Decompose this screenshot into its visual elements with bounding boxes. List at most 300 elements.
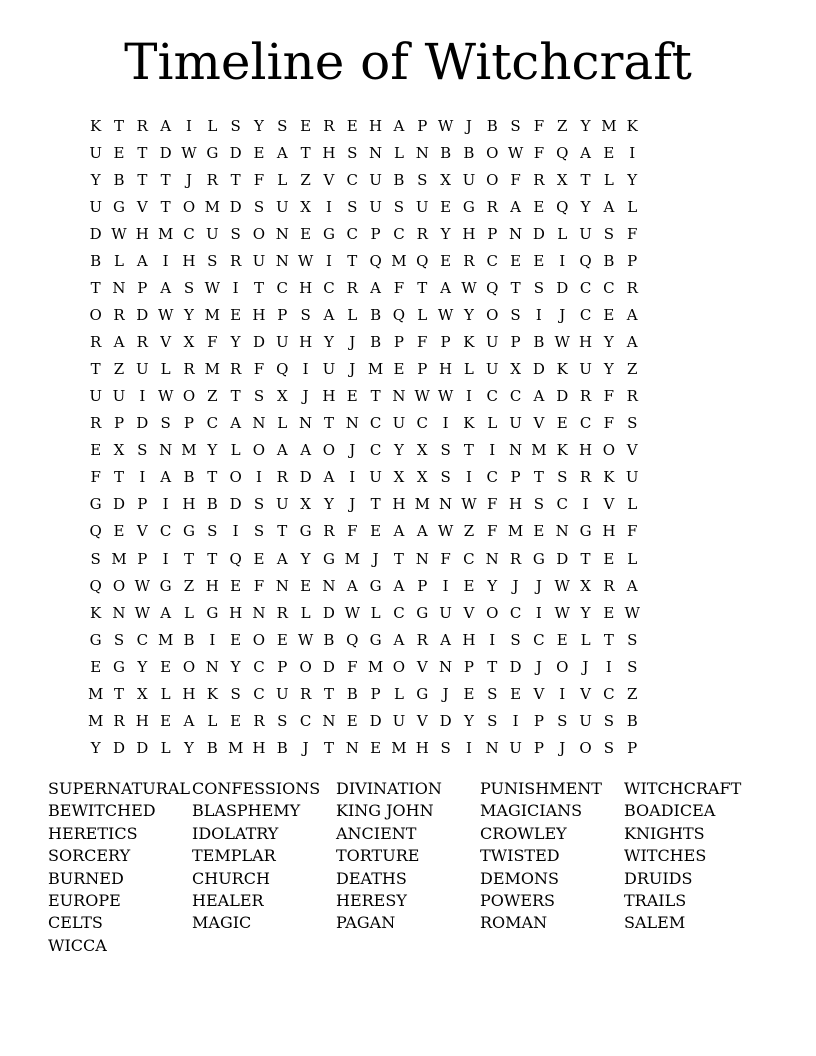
grid-letter: N xyxy=(252,603,266,622)
grid-letter: A xyxy=(393,630,405,649)
grid-letter: T xyxy=(487,657,498,676)
grid-letter: C xyxy=(323,279,335,298)
grid-letter: U xyxy=(625,468,639,487)
grid-letter: N xyxy=(485,549,499,568)
grid-letter: S xyxy=(603,225,615,244)
word-list xyxy=(48,778,768,957)
grid-letter: W xyxy=(554,333,570,352)
grid-letter: A xyxy=(370,279,382,298)
grid-letter: M xyxy=(344,549,360,568)
grid-letter: X xyxy=(580,576,591,595)
grid-letter: Q xyxy=(276,360,289,379)
grid-letter: E xyxy=(300,576,312,595)
grid-row xyxy=(84,546,644,573)
grid-row xyxy=(84,735,644,762)
grid-row xyxy=(84,600,644,627)
grid-letter: M xyxy=(87,711,104,730)
grid-letter: U xyxy=(485,360,499,379)
grid-letter: S xyxy=(510,117,521,135)
grid-letter: Y xyxy=(463,711,474,730)
grid-row xyxy=(84,194,644,221)
grid-letter: E xyxy=(230,576,242,595)
word-list-item: TRAILS xyxy=(624,890,687,910)
grid-letter: N xyxy=(322,711,336,730)
grid-letter: N xyxy=(275,252,289,271)
grid-letter: A xyxy=(393,522,405,541)
grid-letter: I xyxy=(489,630,496,649)
grid-letter: T xyxy=(113,684,124,703)
grid-letter: E xyxy=(370,522,382,541)
grid-letter: Q xyxy=(556,198,569,217)
grid-letter: G xyxy=(532,549,545,568)
grid-letter: S xyxy=(533,279,545,298)
grid-letter: I xyxy=(582,495,589,514)
grid-letter: Y xyxy=(323,495,334,514)
grid-letter: C xyxy=(533,630,545,649)
grid-letter: M xyxy=(227,738,244,757)
grid-letter: J xyxy=(302,387,309,406)
grid-letter: S xyxy=(417,171,428,190)
grid-letter: B xyxy=(276,738,288,757)
grid-letter: M xyxy=(531,441,547,460)
grid-letter: H xyxy=(462,225,476,244)
grid-letter: H xyxy=(182,495,196,514)
grid-letter: O xyxy=(112,576,126,595)
grid-letter: R xyxy=(626,387,638,406)
grid-letter: P xyxy=(440,333,451,352)
grid-letter: A xyxy=(440,279,451,298)
grid-letter: U xyxy=(89,198,102,217)
grid-letter: P xyxy=(627,738,638,757)
grid-letter: T xyxy=(90,360,101,379)
word-list-item: CONFESSIONS xyxy=(192,779,321,798)
grid-letter: S xyxy=(253,387,265,406)
grid-letter: D xyxy=(532,360,545,379)
grid-letter: Q xyxy=(556,144,569,163)
grid-letter: P xyxy=(463,657,474,676)
grid-letter: F xyxy=(603,414,615,433)
grid-letter: P xyxy=(417,360,428,379)
grid-letter: V xyxy=(533,414,545,433)
word-list-item: BLASPHEMY xyxy=(192,801,301,821)
grid-letter: P xyxy=(137,495,148,514)
grid-letter: B xyxy=(90,252,102,271)
grid-letter: S xyxy=(627,414,638,433)
grid-letter: V xyxy=(136,198,148,217)
grid-letter: Y xyxy=(323,333,334,352)
grid-letter: A xyxy=(230,414,242,433)
grid-letter: E xyxy=(393,360,405,379)
grid-letter: B xyxy=(346,684,358,703)
grid-letter: P xyxy=(417,117,428,135)
word-list-item: CROWLEY xyxy=(480,823,567,843)
grid-letter: I xyxy=(325,252,332,271)
grid-letter: O xyxy=(602,441,616,460)
grid-letter: J xyxy=(442,684,449,703)
grid-letter: U xyxy=(369,468,382,487)
grid-letter: J xyxy=(349,441,356,460)
grid-row xyxy=(84,167,644,194)
grid-letter: A xyxy=(113,333,125,352)
grid-letter: O xyxy=(252,441,266,460)
grid-letter: O xyxy=(89,306,102,325)
grid-letter: S xyxy=(300,306,311,325)
grid-letter: U xyxy=(579,225,592,244)
grid-letter: X xyxy=(136,684,148,703)
grid-letter: C xyxy=(136,630,149,649)
grid-letter: P xyxy=(370,684,381,703)
word-list-item: IDOLATRY xyxy=(192,823,279,843)
word-list-item: SORCERY xyxy=(48,846,131,866)
word-list-item: PUNISHMENT xyxy=(480,779,602,798)
grid-letter: D xyxy=(229,144,242,163)
grid-letter: B xyxy=(113,171,125,190)
grid-letter: I xyxy=(465,387,472,406)
grid-letter: R xyxy=(579,387,592,406)
grid-letter: L xyxy=(183,603,194,622)
grid-letter: T xyxy=(603,630,614,649)
grid-letter: I xyxy=(465,468,472,487)
grid-letter: H xyxy=(462,630,476,649)
grid-letter: Z xyxy=(113,360,125,379)
grid-letter: W xyxy=(507,144,524,163)
grid-letter: G xyxy=(462,198,475,217)
grid-letter: E xyxy=(533,252,545,271)
grid-letter: G xyxy=(416,684,429,703)
grid-letter: E xyxy=(556,630,568,649)
grid-letter: L xyxy=(160,684,171,703)
grid-letter: E xyxy=(463,684,475,703)
grid-letter: S xyxy=(253,198,265,217)
grid-letter: L xyxy=(207,711,218,730)
grid-letter: D xyxy=(229,198,242,217)
grid-letter: U xyxy=(275,198,289,217)
grid-row xyxy=(84,383,644,410)
grid-letter: S xyxy=(603,711,615,730)
grid-letter: I xyxy=(139,468,146,487)
grid-letter: U xyxy=(135,360,149,379)
grid-letter: R xyxy=(323,522,335,541)
grid-letter: I xyxy=(349,468,356,487)
grid-letter: F xyxy=(487,522,498,541)
grid-row xyxy=(84,627,644,654)
grid-letter: I xyxy=(512,711,519,730)
grid-letter: T xyxy=(323,738,334,757)
grid-letter: C xyxy=(369,441,382,460)
grid-letter: B xyxy=(440,144,452,163)
grid-letter: W xyxy=(624,603,640,622)
grid-letter: P xyxy=(510,468,521,487)
grid-letter: E xyxy=(603,144,615,163)
grid-letter: Q xyxy=(416,252,429,271)
grid-letter: U xyxy=(485,333,499,352)
grid-letter: R xyxy=(486,198,498,217)
grid-letter: J xyxy=(535,657,542,676)
grid-letter: C xyxy=(183,225,195,244)
grid-row xyxy=(84,356,644,383)
grid-letter: L xyxy=(114,252,124,271)
grid-letter: B xyxy=(206,738,218,757)
grid-letter: W xyxy=(297,252,314,271)
grid-letter: E xyxy=(603,603,615,622)
grid-letter: L xyxy=(207,117,218,135)
grid-letter: C xyxy=(253,657,265,676)
grid-letter: N xyxy=(415,549,429,568)
grid-letter: N xyxy=(439,657,453,676)
grid-letter: S xyxy=(230,225,241,244)
grid-letter: B xyxy=(206,495,218,514)
grid-letter: F xyxy=(510,171,521,190)
grid-letter: S xyxy=(183,279,195,298)
grid-letter: T xyxy=(463,441,474,460)
grid-letter: U xyxy=(275,495,289,514)
grid-letter: L xyxy=(300,603,311,622)
grid-letter: O xyxy=(182,657,196,676)
grid-letter: D xyxy=(112,495,125,514)
grid-letter: H xyxy=(205,576,219,595)
grid-letter: L xyxy=(160,738,171,757)
grid-letter: A xyxy=(440,630,451,649)
grid-letter: E xyxy=(346,117,358,135)
grid-letter: L xyxy=(277,414,288,433)
grid-letter: F xyxy=(253,171,265,190)
grid-letter: I xyxy=(162,252,169,271)
grid-letter: F xyxy=(440,549,451,568)
grid-letter: C xyxy=(206,414,219,433)
word-list-item: DRUIDS xyxy=(624,868,693,888)
grid-letter: L xyxy=(160,360,171,379)
grid-letter: S xyxy=(347,144,358,163)
grid-letter: H xyxy=(369,117,383,135)
grid-letter: C xyxy=(509,387,522,406)
grid-letter: X xyxy=(440,171,451,190)
grid-letter: V xyxy=(580,684,591,703)
grid-letter: O xyxy=(252,225,266,244)
grid-letter: T xyxy=(137,171,148,190)
grid-letter: R xyxy=(323,117,335,135)
grid-letter: R xyxy=(113,711,125,730)
grid-letter: S xyxy=(207,522,218,541)
grid-letter: Y xyxy=(90,171,101,190)
grid-letter: C xyxy=(463,549,475,568)
grid-letter: B xyxy=(533,333,545,352)
grid-letter: N xyxy=(415,144,429,163)
word-list-item: KING JOHN xyxy=(336,801,434,821)
grid-letter: X xyxy=(183,333,195,352)
grid-letter: L xyxy=(230,441,241,460)
grid-letter: S xyxy=(557,711,568,730)
grid-letter: J xyxy=(185,171,192,190)
grid-letter: F xyxy=(627,522,638,541)
grid-letter: R xyxy=(253,711,265,730)
grid-letter: S xyxy=(207,252,218,271)
grid-letter: F xyxy=(347,657,358,676)
grid-letter: P xyxy=(137,549,148,568)
grid-letter: T xyxy=(370,387,381,406)
grid-letter: D xyxy=(136,738,149,757)
grid-letter: N xyxy=(509,441,523,460)
grid-letter: Y xyxy=(184,738,194,757)
grid-row xyxy=(84,221,644,248)
grid-letter: A xyxy=(393,576,405,595)
grid-letter: P xyxy=(277,657,288,676)
grid-letter: Y xyxy=(207,441,218,460)
grid-letter: Q xyxy=(392,306,406,325)
grid-letter: S xyxy=(230,684,241,703)
grid-letter: J xyxy=(349,360,356,379)
grid-letter: G xyxy=(322,549,335,568)
word-list-item: TWISTED xyxy=(480,846,560,866)
grid-letter: Q xyxy=(579,252,592,271)
grid-letter: N xyxy=(275,225,289,244)
grid-letter: M xyxy=(157,630,174,649)
grid-letter: G xyxy=(182,522,195,541)
word-list-item: HERETICS xyxy=(48,823,138,843)
grid-letter: S xyxy=(137,441,148,460)
grid-letter: S xyxy=(230,117,241,135)
grid-letter: S xyxy=(440,468,451,487)
grid-letter: C xyxy=(603,279,615,298)
grid-letter: Y xyxy=(254,117,264,135)
grid-letter: E xyxy=(370,738,382,757)
grid-letter: D xyxy=(439,711,452,730)
grid-letter: K xyxy=(603,468,615,487)
grid-letter: A xyxy=(346,576,358,595)
grid-letter: A xyxy=(160,117,172,135)
grid-letter: M xyxy=(391,252,407,271)
grid-letter: B xyxy=(626,711,638,730)
grid-letter: V xyxy=(323,171,335,190)
grid-letter: O xyxy=(182,387,196,406)
grid-letter: S xyxy=(113,630,125,649)
grid-letter: A xyxy=(626,576,638,595)
grid-letter: A xyxy=(416,522,428,541)
grid-letter: L xyxy=(557,225,568,244)
grid-letter: N xyxy=(509,225,523,244)
grid-letter: P xyxy=(417,576,428,595)
word-list-item: DEMONS xyxy=(480,868,559,888)
grid-letter: G xyxy=(206,144,219,163)
grid-letter: P xyxy=(533,738,544,757)
grid-letter: E xyxy=(253,549,265,568)
grid-letter: E xyxy=(603,549,615,568)
grid-letter: G xyxy=(206,603,219,622)
grid-letter: T xyxy=(160,198,171,217)
grid-row xyxy=(84,113,644,140)
grid-letter: E xyxy=(230,306,242,325)
grid-letter: I xyxy=(559,252,566,271)
grid-letter: R xyxy=(229,360,242,379)
grid-letter: K xyxy=(626,117,638,135)
grid-letter: E xyxy=(253,144,265,163)
grid-letter: T xyxy=(207,468,218,487)
grid-letter: O xyxy=(486,306,499,325)
grid-letter: R xyxy=(183,360,195,379)
grid-letter: D xyxy=(89,225,102,244)
grid-letter: R xyxy=(113,306,125,325)
grid-letter: F xyxy=(533,117,545,135)
grid-letter: G xyxy=(89,630,102,649)
word-list-item: WITCHES xyxy=(624,846,707,866)
grid-letter: J xyxy=(372,549,379,568)
grid-letter: D xyxy=(509,657,522,676)
grid-letter: I xyxy=(186,117,192,135)
grid-letter: F xyxy=(603,387,615,406)
grid-letter: I xyxy=(465,738,472,757)
grid-letter: H xyxy=(299,333,313,352)
grid-letter: A xyxy=(300,441,312,460)
grid-letter: H xyxy=(299,279,313,298)
grid-letter: N xyxy=(345,738,359,757)
grid-row xyxy=(84,518,644,545)
grid-letter: W xyxy=(134,576,151,595)
grid-letter: E xyxy=(113,144,125,163)
grid-letter: H xyxy=(392,495,406,514)
grid-letter: V xyxy=(160,333,172,352)
word-list-item: CELTS xyxy=(48,913,103,933)
grid-row xyxy=(84,573,644,600)
grid-letter: I xyxy=(162,495,169,514)
grid-letter: V xyxy=(136,522,148,541)
grid-letter: O xyxy=(322,441,336,460)
grid-letter: A xyxy=(276,549,288,568)
grid-letter: Q xyxy=(89,522,102,541)
grid-letter: P xyxy=(627,252,638,271)
grid-letter: U xyxy=(89,144,102,163)
grid-letter: R xyxy=(229,252,242,271)
grid-letter: I xyxy=(255,468,262,487)
grid-letter: E xyxy=(533,198,545,217)
grid-row xyxy=(84,491,644,518)
grid-letter: A xyxy=(160,603,172,622)
grid-letter: L xyxy=(580,630,591,649)
grid-letter: B xyxy=(603,252,615,271)
grid-letter: R xyxy=(90,333,102,352)
grid-letter: H xyxy=(322,144,336,163)
word-list-item: MAGIC xyxy=(192,913,252,933)
grid-letter: N xyxy=(322,576,336,595)
grid-letter: Z xyxy=(463,522,475,541)
grid-letter: R xyxy=(90,414,102,433)
grid-letter: R xyxy=(299,684,312,703)
grid-letter: A xyxy=(603,198,615,217)
grid-row xyxy=(84,140,644,167)
grid-letter: S xyxy=(603,738,615,757)
grid-letter: Y xyxy=(580,198,591,217)
grid-letter: Z xyxy=(557,117,568,135)
grid-letter: R xyxy=(603,576,615,595)
grid-letter: S xyxy=(533,495,545,514)
grid-letter: L xyxy=(393,684,404,703)
grid-letter: J xyxy=(349,495,356,514)
word-list-item: DEATHS xyxy=(336,868,407,888)
grid-letter: H xyxy=(439,360,453,379)
grid-letter: C xyxy=(556,495,568,514)
grid-letter: C xyxy=(159,522,172,541)
grid-letter: S xyxy=(393,198,405,217)
grid-letter: S xyxy=(160,414,171,433)
grid-letter: P xyxy=(370,225,381,244)
grid-letter: S xyxy=(253,495,265,514)
grid-letter: T xyxy=(323,684,334,703)
grid-letter: I xyxy=(302,360,309,379)
grid-letter: J xyxy=(582,657,589,676)
grid-letter: T xyxy=(323,414,334,433)
grid-letter: T xyxy=(393,549,404,568)
word-list-item: BEWITCHED xyxy=(48,801,156,821)
grid-letter: G xyxy=(369,630,382,649)
grid-letter: X xyxy=(556,171,568,190)
